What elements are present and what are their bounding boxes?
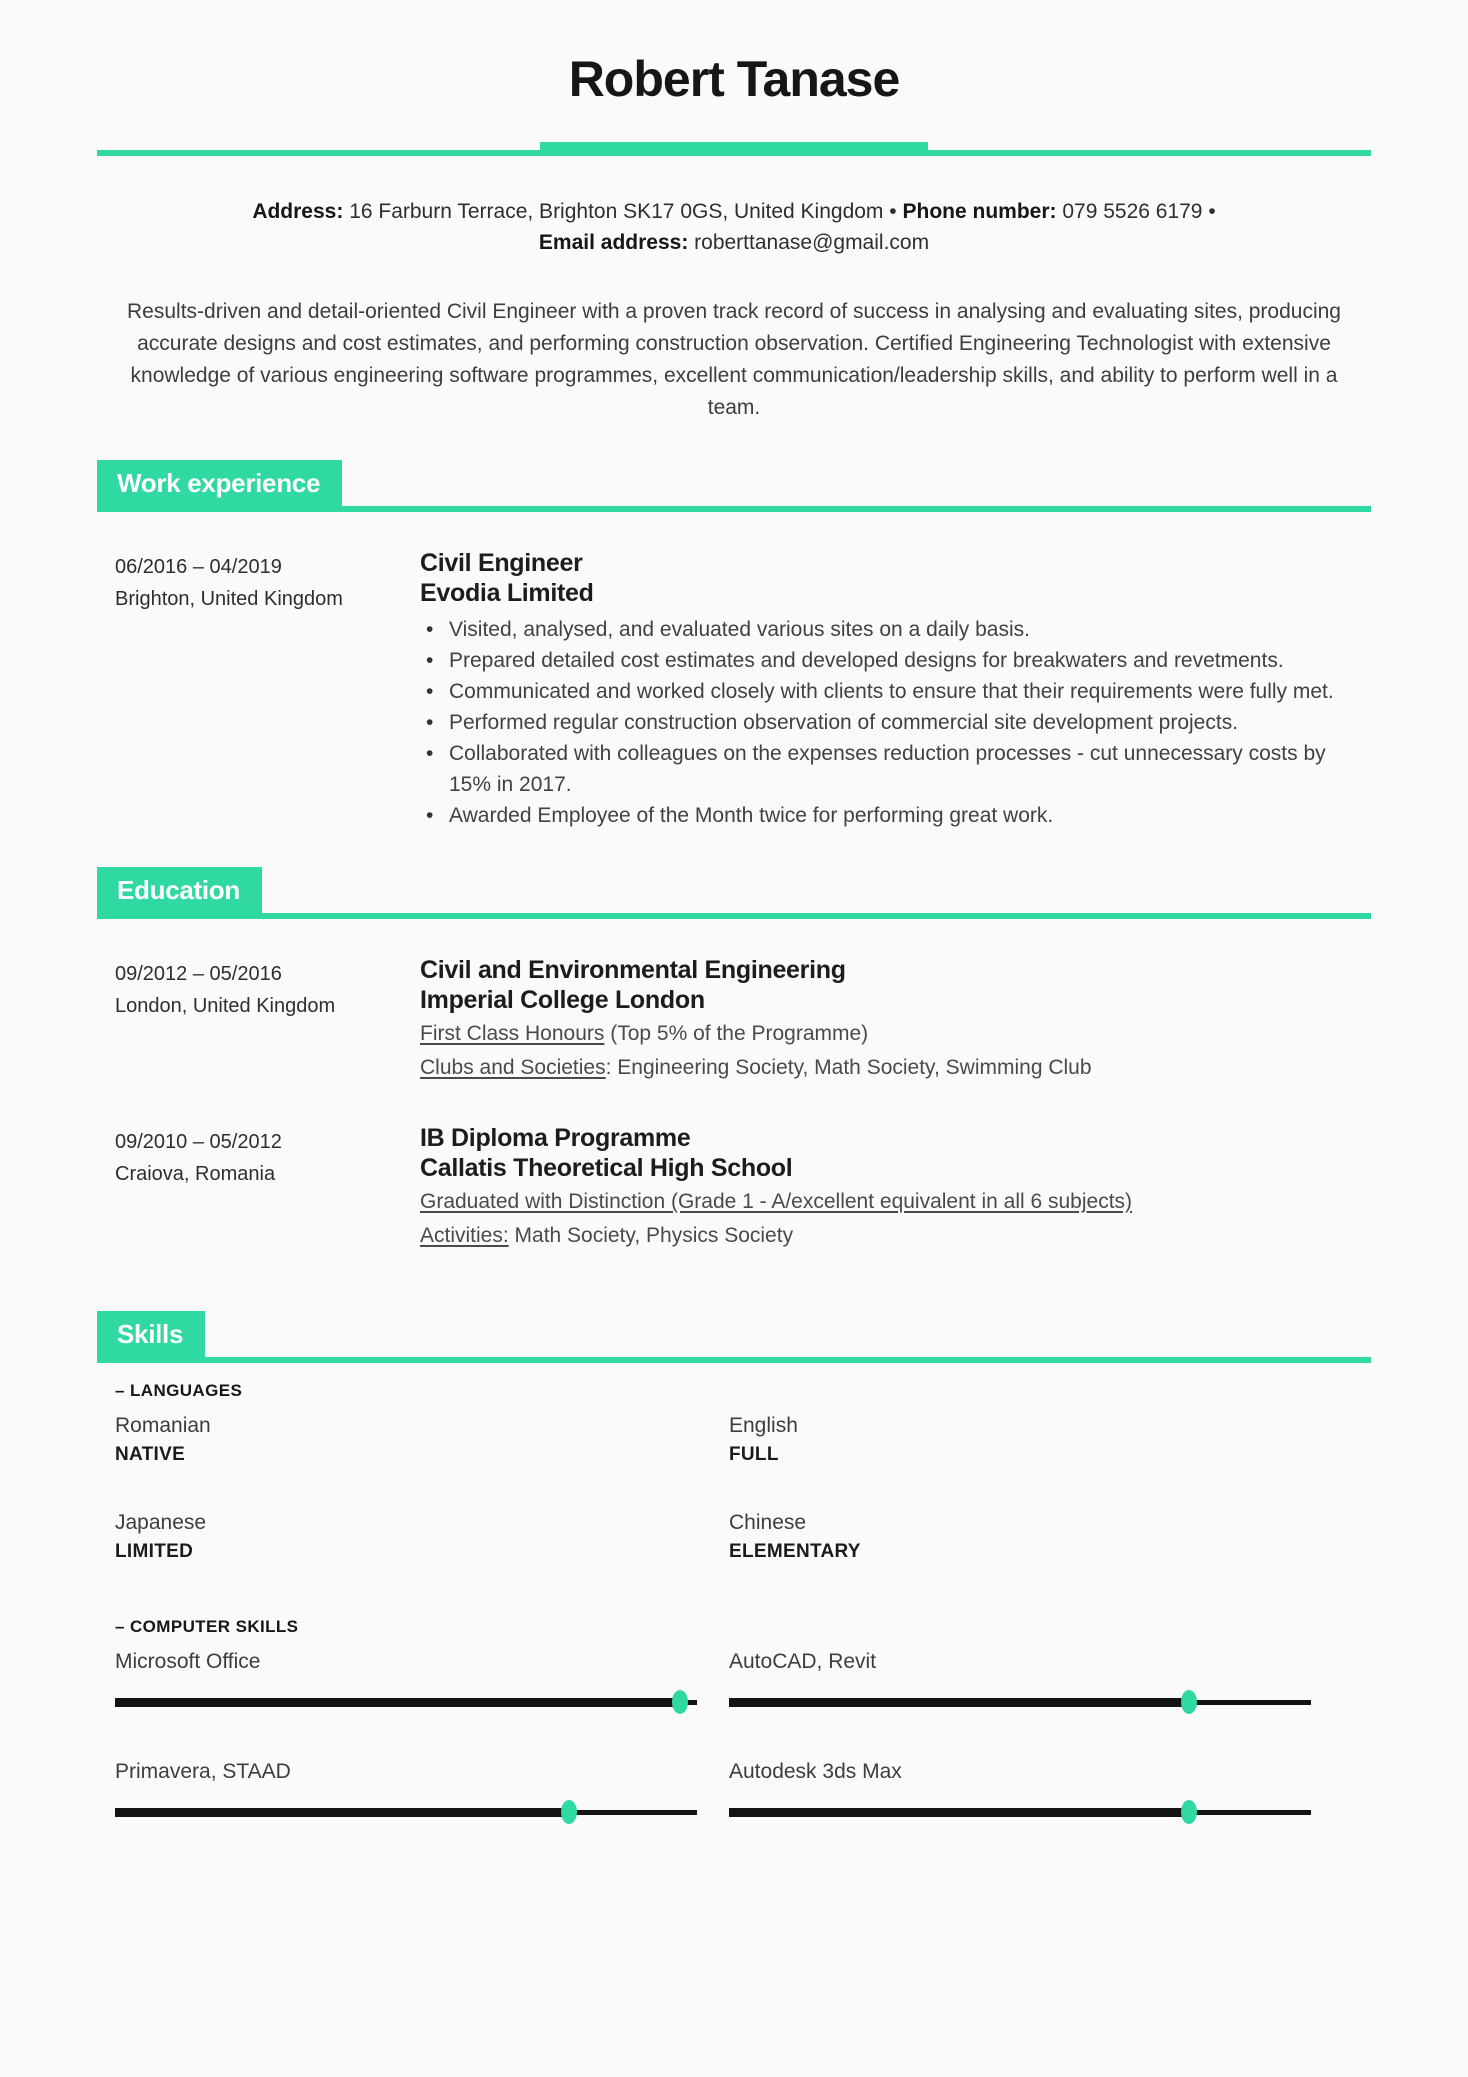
contact-separator: • — [889, 200, 897, 223]
contact-info — [97, 196, 1371, 258]
education-detail-underlined: Graduated with Distinction (Grade 1 - A/excellent equivalent in all 6 subjects) — [420, 1190, 1133, 1213]
skills-content — [97, 1363, 1371, 1825]
person-name: Robert Tanase — [568, 51, 900, 107]
language-level: FULL — [729, 1444, 779, 1465]
slider-fill — [115, 1698, 680, 1707]
work-location: Brighton, United Kingdom — [115, 588, 343, 610]
computer-skill-name: Primavera, STAAD — [115, 1760, 291, 1783]
computer-skill-item — [115, 1647, 697, 1715]
skill-level-slider — [115, 1799, 697, 1825]
profile-summary: Results-driven and detail-oriented Civil Engineer with a proven track record of success in analysing and evaluating sites, producing accurate designs and cost estimates, and performing construction observation. Certified Engineering Technologist with extensive knowledge of various engineering software programmes, excellent communication/leadership skills, and ability to perform well in a team. — [127, 300, 1341, 419]
language-name: Chinese — [729, 1511, 807, 1534]
computer-skill-item — [729, 1647, 1311, 1715]
work-entry-body — [420, 548, 1371, 831]
languages-grid — [115, 1411, 1311, 1563]
job-duty: • Communicated and worked closely with clients to ensure that their requirements were fully met. — [420, 676, 1371, 707]
work-section-badge: Work experience — [97, 460, 342, 506]
education-detail — [420, 1018, 1371, 1049]
education-section-badge: Education — [97, 867, 262, 913]
education-detail-rest: Math Society, Physics Society — [508, 1224, 794, 1247]
computer-skills-subheader: – COMPUTER SKILLS — [115, 1617, 299, 1636]
language-level: LIMITED — [115, 1541, 194, 1562]
slider-handle — [1181, 1690, 1197, 1714]
education-detail-rest: : Engineering Society, Math Society, Swimming Club — [605, 1056, 1092, 1079]
section-skills — [97, 1311, 1371, 1825]
language-level: NATIVE — [115, 1444, 186, 1465]
work-entry-meta — [115, 548, 420, 831]
section-work-experience — [97, 460, 1371, 831]
education-detail-underlined: Clubs and Societies — [420, 1056, 606, 1079]
contact-line-1 — [97, 196, 1371, 227]
languages-subheader: – LANGUAGES — [115, 1381, 243, 1400]
education-dates: 09/2012 – 05/2016 — [115, 963, 282, 985]
work-dates: 06/2016 – 04/2019 — [115, 556, 282, 578]
slider-fill — [729, 1808, 1189, 1817]
job-duty: • Collaborated with colleagues on the expenses reduction processes - cut unnecessary costs by 15% in 2017. — [420, 738, 1371, 800]
computer-skill-name: Autodesk 3ds Max — [729, 1760, 902, 1783]
computer-skill-name: AutoCAD, Revit — [729, 1650, 877, 1673]
job-duty: • Visited, analysed, and evaluated various sites on a daily basis. — [420, 614, 1371, 645]
header-divider — [97, 142, 1371, 156]
education-detail — [420, 1052, 1371, 1083]
slider-handle — [672, 1690, 688, 1714]
slider-fill — [729, 1698, 1189, 1707]
education-detail-underlined: First Class Honours — [420, 1022, 605, 1045]
slider-handle — [1181, 1800, 1197, 1824]
language-item — [115, 1411, 697, 1466]
slider-handle — [561, 1800, 577, 1824]
skills-section-header — [97, 1311, 1371, 1363]
computer-skills-block — [115, 1617, 1311, 1825]
email-value: roberttanase@gmail.com — [694, 231, 930, 254]
language-item — [729, 1411, 1311, 1466]
job-title: Civil Engineer — [420, 549, 583, 577]
education-dates: 09/2010 – 05/2012 — [115, 1131, 282, 1153]
computer-skill-item — [729, 1757, 1311, 1825]
computer-skills-grid — [115, 1647, 1311, 1825]
degree-title: Civil and Environmental Engineering — [420, 956, 846, 984]
slider-fill — [115, 1808, 569, 1817]
contact-line-2 — [97, 227, 1371, 258]
job-duties-list — [420, 614, 1371, 831]
education-location: London, United Kingdom — [115, 995, 336, 1017]
language-name: English — [729, 1414, 798, 1437]
address-label: Address: — [252, 200, 344, 223]
degree-title: IB Diploma Programme — [420, 1124, 691, 1152]
language-item — [729, 1508, 1311, 1563]
education-entry-meta — [115, 1123, 420, 1251]
job-duty: • Prepared detailed cost estimates and developed designs for breakwaters and revetments. — [420, 645, 1371, 676]
language-name: Japanese — [115, 1511, 207, 1534]
education-detail-rest: (Top 5% of the Programme) — [604, 1022, 869, 1045]
computer-skill-item — [115, 1757, 697, 1825]
education-entry-body — [420, 955, 1371, 1083]
email-label: Email address: — [538, 231, 689, 254]
phone-label: Phone number: — [902, 200, 1057, 223]
language-level: ELEMENTARY — [729, 1541, 861, 1562]
school-name: Imperial College London — [420, 986, 705, 1014]
contact-separator: • — [1208, 200, 1216, 223]
education-entry — [97, 919, 1371, 1083]
work-entry — [97, 512, 1371, 831]
job-duty: • Awarded Employee of the Month twice for performing great work. — [420, 800, 1371, 831]
company-name: Evodia Limited — [420, 579, 594, 607]
education-entry-body — [420, 1123, 1371, 1251]
education-detail — [420, 1220, 1371, 1251]
skills-section-badge: Skills — [97, 1311, 205, 1357]
computer-skill-name: Microsoft Office — [115, 1650, 261, 1673]
education-section-header — [97, 867, 1371, 919]
education-entry — [97, 1083, 1371, 1251]
phone-value: 079 5526 6179 — [1062, 200, 1203, 223]
education-entry-meta — [115, 955, 420, 1083]
skill-level-slider — [729, 1799, 1311, 1825]
address-value: 16 Farburn Terrace, Brighton SK17 0GS, United Kingdom — [349, 200, 884, 223]
school-name: Callatis Theoretical High School — [420, 1154, 793, 1182]
divider-thick-segment — [540, 142, 928, 156]
section-education — [97, 867, 1371, 1251]
work-section-header — [97, 460, 1371, 512]
language-item — [115, 1508, 697, 1563]
skill-level-slider — [115, 1689, 697, 1715]
education-detail — [420, 1186, 1371, 1217]
skill-level-slider — [729, 1689, 1311, 1715]
language-name: Romanian — [115, 1414, 211, 1437]
job-duty: • Performed regular construction observation of commercial site development projects. — [420, 707, 1371, 738]
education-detail-underlined: Activities: — [420, 1224, 509, 1247]
education-location: Craiova, Romania — [115, 1163, 276, 1185]
